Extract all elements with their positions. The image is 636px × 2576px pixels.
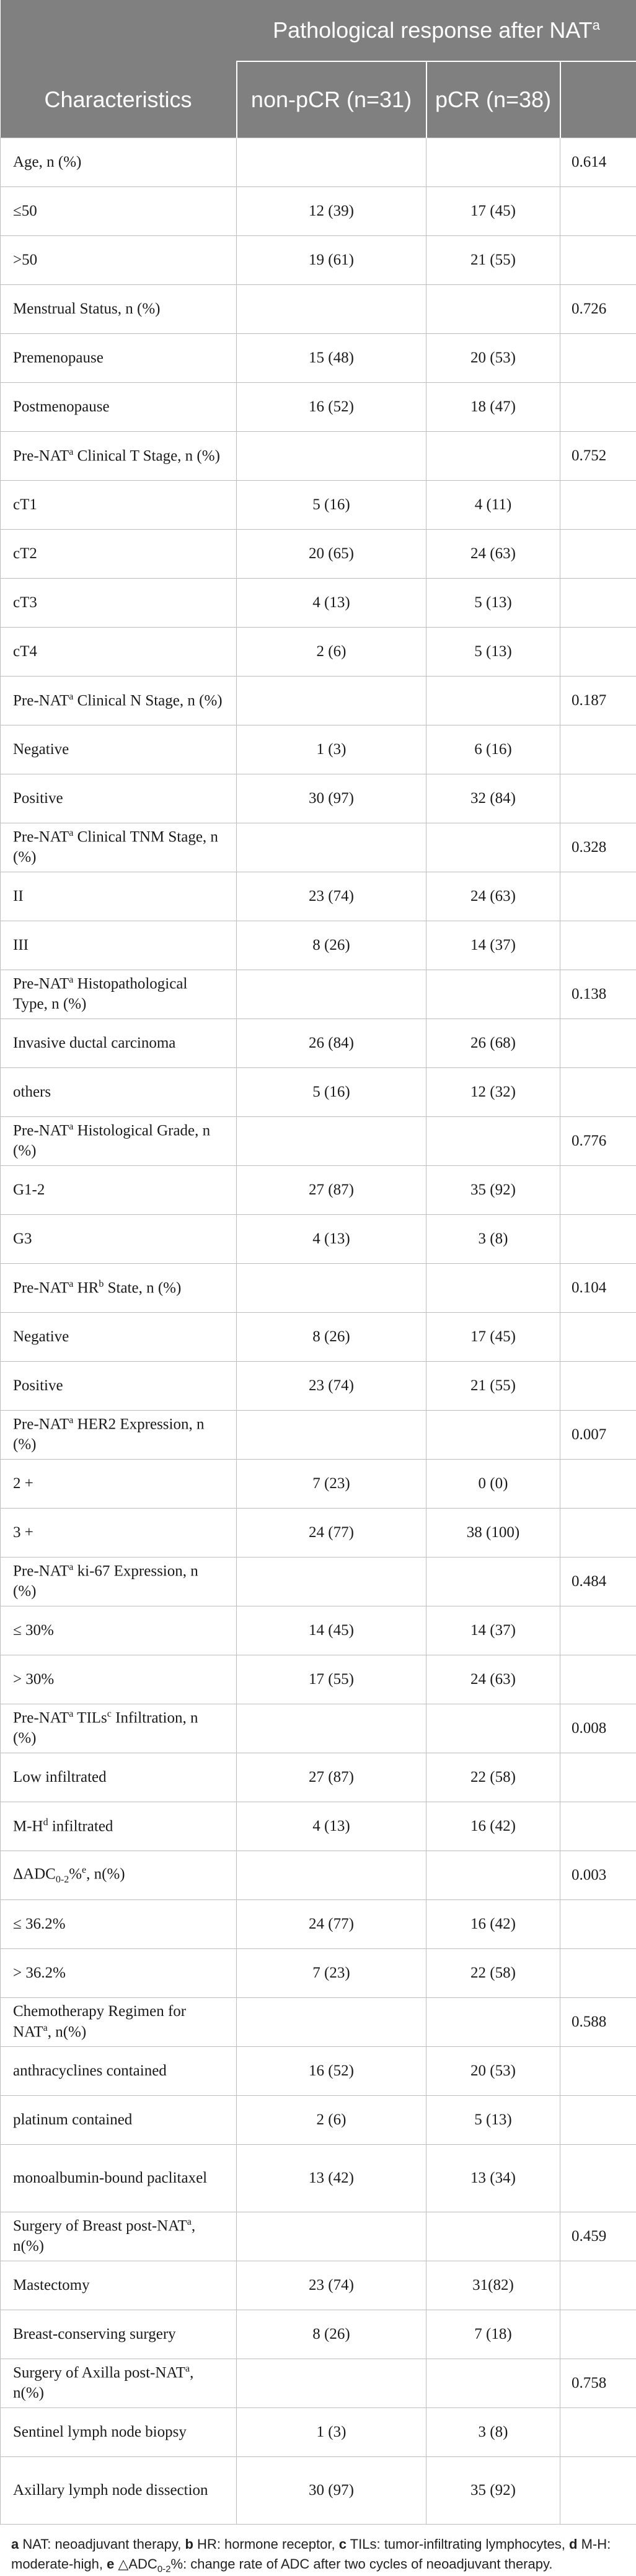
cell-p-value: 0.588	[560, 1998, 636, 2047]
row-label: 3 +	[1, 1509, 237, 1557]
cell-pcr	[426, 2212, 560, 2261]
cell-p-value: 0.752	[560, 432, 636, 481]
row-label: monoalbumin-bound paclitaxel	[1, 2145, 237, 2212]
section-row	[1, 2359, 636, 2408]
cell-pcr	[426, 1851, 560, 1900]
table-row	[1, 725, 636, 774]
cell-p-value: 0.484	[560, 1557, 636, 1606]
cell-non-pcr: 5 (16)	[237, 1068, 426, 1117]
cell-p-value	[560, 1460, 636, 1509]
table-row	[1, 1362, 636, 1411]
row-label: >50	[1, 236, 237, 285]
cell-non-pcr	[237, 2212, 426, 2261]
cell-non-pcr	[237, 432, 426, 481]
cell-p-value: 0.008	[560, 1704, 636, 1753]
section-label: Pre-NAT$^a$ Clinical TNM Stage, n (%)	[1, 823, 237, 872]
cell-p-value	[560, 1949, 636, 1998]
header-blank	[1, 0, 237, 61]
table-row	[1, 2408, 636, 2457]
header-characteristics: Characteristics	[1, 61, 237, 138]
row-label: others	[1, 1068, 237, 1117]
cell-non-pcr	[237, 2359, 426, 2408]
cell-p-value: 0.328	[560, 823, 636, 872]
row-label: Positive	[1, 1362, 237, 1411]
table-row	[1, 481, 636, 530]
cell-pcr: 31(82)	[426, 2261, 560, 2310]
cell-non-pcr	[237, 1557, 426, 1606]
cell-p-value	[560, 725, 636, 774]
cell-p-value	[560, 2261, 636, 2310]
cell-non-pcr: 26 (84)	[237, 1019, 426, 1068]
table-row	[1, 1606, 636, 1655]
cell-p-value	[560, 1655, 636, 1704]
cell-pcr: 26 (68)	[426, 1019, 560, 1068]
table-row	[1, 1753, 636, 1802]
section-label: Surgery of Axilla post-NAT$^a$, n(%)	[1, 2359, 237, 2408]
row-label: Low infiltrated	[1, 1753, 237, 1802]
header-group-title: Pathological response after NAT$^a$	[237, 0, 636, 61]
cell-pcr	[426, 823, 560, 872]
cell-p-value	[560, 481, 636, 530]
table-row	[1, 1215, 636, 1264]
cell-pcr	[426, 677, 560, 725]
row-label: Premenopause	[1, 334, 237, 383]
cell-non-pcr	[237, 1264, 426, 1313]
cell-pcr	[426, 1557, 560, 1606]
cell-non-pcr	[237, 1117, 426, 1166]
row-label: anthracyclines contained	[1, 2047, 237, 2096]
table-row	[1, 236, 636, 285]
section-row	[1, 1851, 636, 1900]
cell-pcr: 35 (92)	[426, 1166, 560, 1215]
cell-pcr	[426, 1411, 560, 1460]
section-row	[1, 2212, 636, 2261]
cell-non-pcr: 23 (74)	[237, 1362, 426, 1411]
cell-p-value	[560, 236, 636, 285]
cell-non-pcr	[237, 823, 426, 872]
cell-non-pcr: 4 (13)	[237, 579, 426, 628]
row-label: ≤50	[1, 187, 237, 236]
cell-non-pcr: 16 (52)	[237, 383, 426, 432]
cell-p-value	[560, 579, 636, 628]
section-row	[1, 1264, 636, 1313]
cell-pcr	[426, 1264, 560, 1313]
cell-non-pcr: 5 (16)	[237, 481, 426, 530]
cell-non-pcr	[237, 138, 426, 187]
cell-pcr	[426, 2359, 560, 2408]
cell-non-pcr: 4 (13)	[237, 1215, 426, 1264]
cell-non-pcr: 2 (6)	[237, 2096, 426, 2145]
cell-non-pcr: 24 (77)	[237, 1900, 426, 1949]
cell-p-value: 0.726	[560, 285, 636, 334]
cell-pcr: 7 (18)	[426, 2310, 560, 2359]
table-row	[1, 2261, 636, 2310]
table-row	[1, 774, 636, 823]
cell-p-value	[560, 1068, 636, 1117]
row-label: Postmenopause	[1, 383, 237, 432]
cell-non-pcr	[237, 285, 426, 334]
cell-p-value	[560, 921, 636, 970]
cell-non-pcr: 8 (26)	[237, 1313, 426, 1362]
cell-non-pcr: 19 (61)	[237, 236, 426, 285]
table-row	[1, 1949, 636, 1998]
cell-non-pcr: 2 (6)	[237, 628, 426, 677]
cell-non-pcr: 14 (45)	[237, 1606, 426, 1655]
cell-non-pcr: 30 (97)	[237, 774, 426, 823]
cell-pcr	[426, 970, 560, 1019]
cell-p-value	[560, 872, 636, 921]
cell-pcr: 13 (34)	[426, 2145, 560, 2212]
table-row	[1, 383, 636, 432]
cell-pcr: 24 (63)	[426, 1655, 560, 1704]
cell-pcr: 22 (58)	[426, 1949, 560, 1998]
cell-pcr: 6 (16)	[426, 725, 560, 774]
cell-non-pcr: 17 (55)	[237, 1655, 426, 1704]
cell-p-value	[560, 1802, 636, 1851]
section-row	[1, 138, 636, 187]
table-row	[1, 2457, 636, 2525]
cell-p-value	[560, 334, 636, 383]
cell-pcr	[426, 1998, 560, 2047]
cell-pcr: 5 (13)	[426, 628, 560, 677]
table-row	[1, 2145, 636, 2212]
cell-non-pcr	[237, 1411, 426, 1460]
row-label: > 36.2%	[1, 1949, 237, 1998]
cell-pcr: 24 (63)	[426, 530, 560, 579]
cell-pcr: 14 (37)	[426, 1606, 560, 1655]
cell-non-pcr	[237, 970, 426, 1019]
section-row	[1, 823, 636, 872]
cell-p-value	[560, 2310, 636, 2359]
cell-pcr: 0 (0)	[426, 1460, 560, 1509]
cell-non-pcr: 12 (39)	[237, 187, 426, 236]
cell-non-pcr: 30 (97)	[237, 2457, 426, 2525]
table-row	[1, 1460, 636, 1509]
cell-pcr: 21 (55)	[426, 1362, 560, 1411]
header-pcr: pCR (n=38)	[426, 61, 560, 138]
header-p-value	[560, 61, 636, 138]
cell-pcr	[426, 285, 560, 334]
cell-non-pcr	[237, 1851, 426, 1900]
section-row	[1, 1117, 636, 1166]
cell-p-value	[560, 2145, 636, 2212]
row-label: cT4	[1, 628, 237, 677]
cell-non-pcr: 8 (26)	[237, 2310, 426, 2359]
cell-p-value	[560, 383, 636, 432]
section-row	[1, 285, 636, 334]
cell-p-value: 0.758	[560, 2359, 636, 2408]
cell-p-value	[560, 1019, 636, 1068]
row-label: cT1	[1, 481, 237, 530]
cell-non-pcr: 16 (52)	[237, 2047, 426, 2096]
cell-pcr: 3 (8)	[426, 1215, 560, 1264]
table-row	[1, 1166, 636, 1215]
cell-p-value: 0.459	[560, 2212, 636, 2261]
section-row	[1, 1704, 636, 1753]
cell-pcr	[426, 1117, 560, 1166]
cell-p-value	[560, 2096, 636, 2145]
row-label: G3	[1, 1215, 237, 1264]
section-row	[1, 970, 636, 1019]
cell-p-value	[560, 187, 636, 236]
table-row	[1, 579, 636, 628]
cell-p-value: 0.104	[560, 1264, 636, 1313]
cell-pcr: 16 (42)	[426, 1802, 560, 1851]
section-label: Pre-NAT$^a$ HER2 Expression, n (%)	[1, 1411, 237, 1460]
cell-pcr	[426, 138, 560, 187]
row-label: cT2	[1, 530, 237, 579]
cell-p-value: 0.187	[560, 677, 636, 725]
section-label: Menstrual Status, n (%)	[1, 285, 237, 334]
cell-non-pcr: 27 (87)	[237, 1166, 426, 1215]
cell-p-value	[560, 1313, 636, 1362]
section-label: Pre-NAT$^a$ Clinical N Stage, n (%)	[1, 677, 237, 725]
cell-non-pcr	[237, 1998, 426, 2047]
cell-pcr: 22 (58)	[426, 1753, 560, 1802]
table-row	[1, 1068, 636, 1117]
row-label: 2 +	[1, 1460, 237, 1509]
cell-pcr: 20 (53)	[426, 334, 560, 383]
table-row	[1, 1655, 636, 1704]
cell-p-value	[560, 1900, 636, 1949]
cell-pcr: 35 (92)	[426, 2457, 560, 2525]
cell-pcr: 24 (63)	[426, 872, 560, 921]
table-body	[1, 138, 636, 2525]
cell-pcr: 20 (53)	[426, 2047, 560, 2096]
cell-pcr: 32 (84)	[426, 774, 560, 823]
cell-p-value	[560, 2047, 636, 2096]
cell-pcr: 3 (8)	[426, 2408, 560, 2457]
row-label: Sentinel lymph node biopsy	[1, 2408, 237, 2457]
cell-p-value	[560, 1509, 636, 1557]
row-label: G1-2	[1, 1166, 237, 1215]
cell-p-value	[560, 1753, 636, 1802]
row-label: Negative	[1, 725, 237, 774]
header-non-pcr: non-pCR (n=31)	[237, 61, 426, 138]
cell-p-value	[560, 1215, 636, 1264]
cell-non-pcr: 1 (3)	[237, 2408, 426, 2457]
section-row	[1, 1411, 636, 1460]
cell-p-value	[560, 774, 636, 823]
cell-p-value: 0.776	[560, 1117, 636, 1166]
table-row	[1, 872, 636, 921]
cell-pcr: 16 (42)	[426, 1900, 560, 1949]
table-row	[1, 1313, 636, 1362]
row-label: Invasive ductal carcinoma	[1, 1019, 237, 1068]
cell-pcr: 5 (13)	[426, 579, 560, 628]
cell-pcr: 21 (55)	[426, 236, 560, 285]
row-label: Positive	[1, 774, 237, 823]
cell-pcr	[426, 432, 560, 481]
cell-p-value: 0.007	[560, 1411, 636, 1460]
table-row	[1, 2310, 636, 2359]
cell-p-value	[560, 1606, 636, 1655]
section-label: Pre-NAT$^a$ TILs$^c$ Infiltration, n (%)	[1, 1704, 237, 1753]
cell-p-value: 0.614	[560, 138, 636, 187]
table-header	[1, 0, 636, 138]
row-label: $M-H^d$ infiltrated	[1, 1802, 237, 1851]
cell-p-value	[560, 2408, 636, 2457]
section-row	[1, 432, 636, 481]
cell-p-value	[560, 2457, 636, 2525]
section-label: Age, n (%)	[1, 138, 237, 187]
cell-non-pcr: 7 (23)	[237, 1460, 426, 1509]
table-row	[1, 628, 636, 677]
row-label: Negative	[1, 1313, 237, 1362]
cell-pcr: 17 (45)	[426, 1313, 560, 1362]
cell-p-value	[560, 1166, 636, 1215]
table-row	[1, 921, 636, 970]
cell-p-value: 0.138	[560, 970, 636, 1019]
table-footnote: a NAT: neoadjuvant therapy, b HR: hormone receptor, c TILs: tumor-infiltrating lymphocytes, d M-H: moderate-high, e $\triangle ADC_{0-2}\%$: change rate of ADC after two cycles of neoadjuvant therapy.	[0, 2525, 636, 2576]
section-label: Surgery of Breast post-NAT$^a$, n(%)	[1, 2212, 237, 2261]
table-row	[1, 2047, 636, 2096]
cell-p-value	[560, 628, 636, 677]
table-row	[1, 334, 636, 383]
row-label: Breast-conserving surgery	[1, 2310, 237, 2359]
section-label: Chemotherapy Regimen for NAT$^a$, n(%)	[1, 1998, 237, 2047]
row-label: Mastectomy	[1, 2261, 237, 2310]
cell-pcr: 17 (45)	[426, 187, 560, 236]
row-label: platinum contained	[1, 2096, 237, 2145]
cell-non-pcr	[237, 1704, 426, 1753]
row-label: > 30%	[1, 1655, 237, 1704]
cell-non-pcr: 7 (23)	[237, 1949, 426, 1998]
section-label: $\Delta ADC_{0-2}\%^e$, n(%)	[1, 1851, 237, 1900]
cell-pcr: 18 (47)	[426, 383, 560, 432]
cell-non-pcr	[237, 677, 426, 725]
cell-non-pcr: 4 (13)	[237, 1802, 426, 1851]
section-row	[1, 677, 636, 725]
cell-non-pcr: 13 (42)	[237, 2145, 426, 2212]
cell-non-pcr: 1 (3)	[237, 725, 426, 774]
cell-non-pcr: 24 (77)	[237, 1509, 426, 1557]
row-label: III	[1, 921, 237, 970]
section-label: Pre-NAT$^a$ Histological Grade, n (%)	[1, 1117, 237, 1166]
table-row	[1, 1019, 636, 1068]
cell-non-pcr: 15 (48)	[237, 334, 426, 383]
table-row	[1, 187, 636, 236]
cell-non-pcr: 27 (87)	[237, 1753, 426, 1802]
cell-pcr	[426, 1704, 560, 1753]
table-row	[1, 530, 636, 579]
table-row	[1, 2096, 636, 2145]
table-row	[1, 1802, 636, 1851]
cell-pcr: 5 (13)	[426, 2096, 560, 2145]
table-row	[1, 1900, 636, 1949]
cell-pcr: 14 (37)	[426, 921, 560, 970]
section-row	[1, 1998, 636, 2047]
cell-p-value	[560, 1362, 636, 1411]
cell-pcr: 4 (11)	[426, 481, 560, 530]
row-label: II	[1, 872, 237, 921]
cell-non-pcr: 8 (26)	[237, 921, 426, 970]
section-label: Pre-NAT$^a$ Clinical T Stage, n (%)	[1, 432, 237, 481]
row-label: cT3	[1, 579, 237, 628]
cell-non-pcr: 23 (74)	[237, 872, 426, 921]
table-row	[1, 1509, 636, 1557]
row-label: ≤ 30%	[1, 1606, 237, 1655]
cell-non-pcr: 20 (65)	[237, 530, 426, 579]
section-label: Pre-NAT$^a$ ki-67 Expression, n (%)	[1, 1557, 237, 1606]
cell-pcr: 38 (100)	[426, 1509, 560, 1557]
cell-pcr: 12 (32)	[426, 1068, 560, 1117]
row-label: ≤ 36.2%	[1, 1900, 237, 1949]
row-label: Axillary lymph node dissection	[1, 2457, 237, 2525]
cell-non-pcr: 23 (74)	[237, 2261, 426, 2310]
section-label: Pre-NAT$^a$ $HR^b$ State, n (%)	[1, 1264, 237, 1313]
section-row	[1, 1557, 636, 1606]
cell-p-value: 0.003	[560, 1851, 636, 1900]
cell-p-value	[560, 530, 636, 579]
section-label: Pre-NAT$^a$ Histopathological Type, n (%)	[1, 970, 237, 1019]
